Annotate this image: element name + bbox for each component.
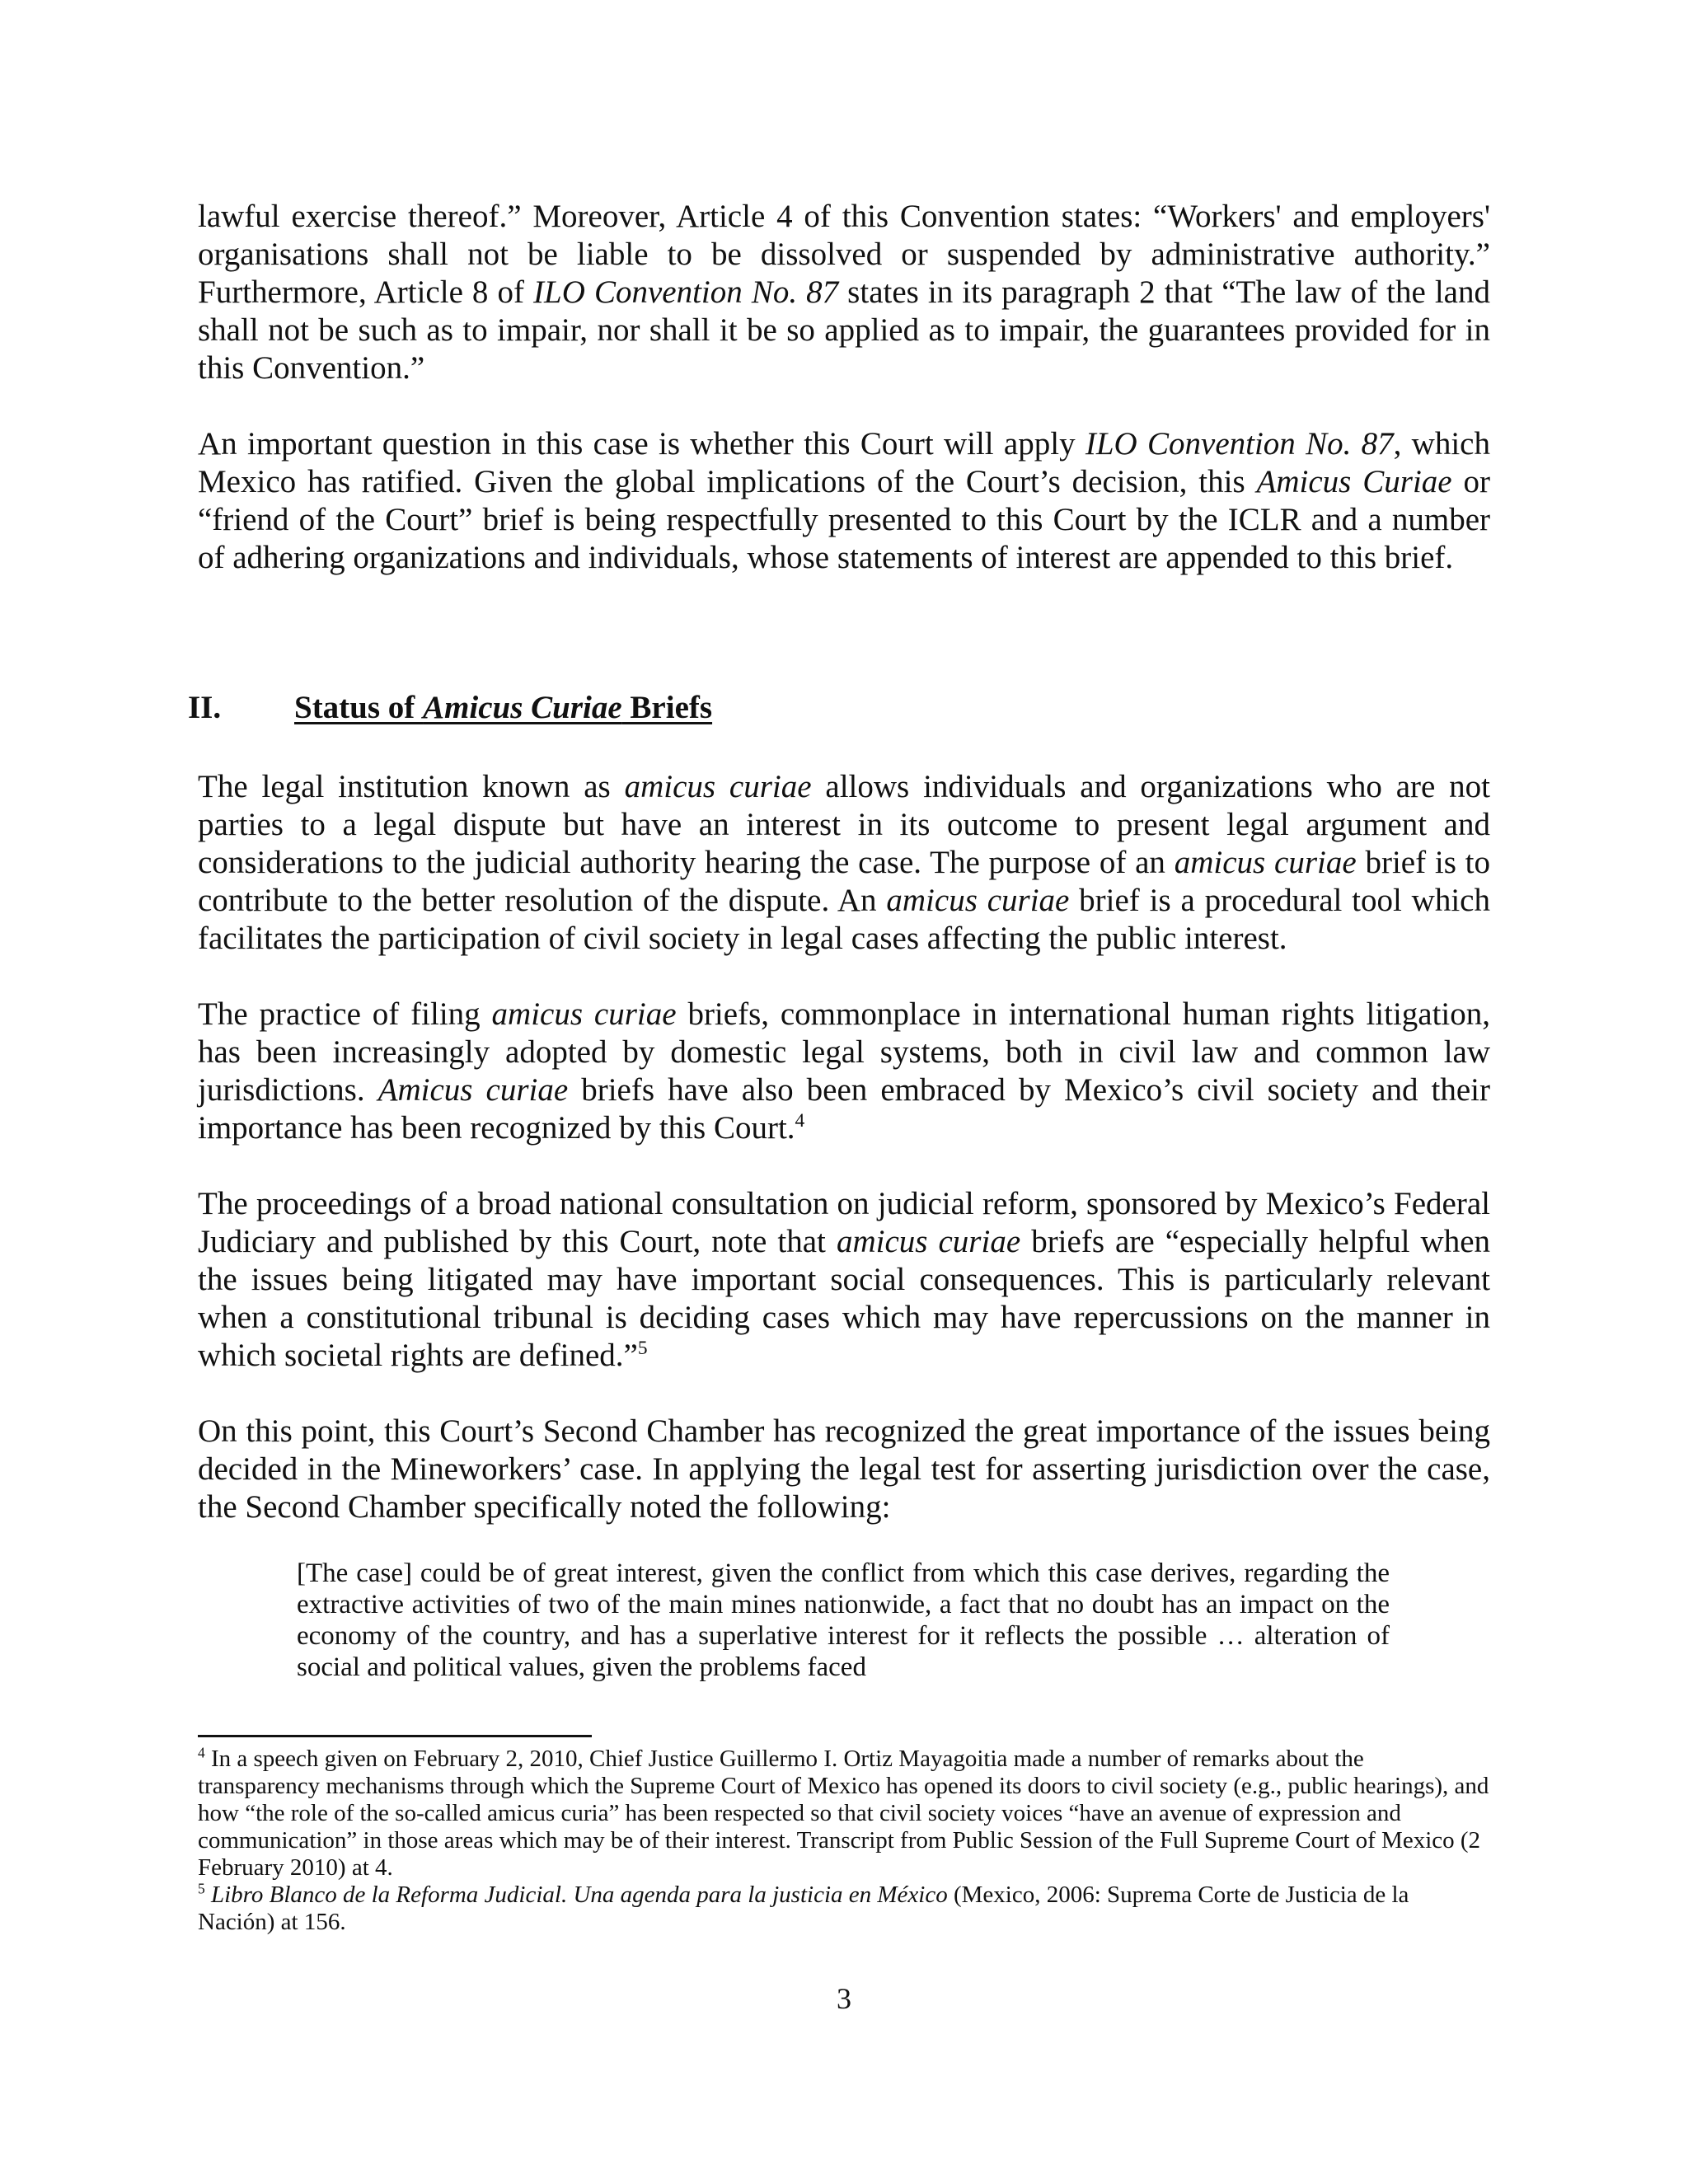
italic-run: amicus curiae xyxy=(836,1224,1021,1259)
footnote-5 xyxy=(198,1882,1490,1936)
footnotes xyxy=(198,1746,1490,1936)
section-number: II. xyxy=(188,690,222,725)
text-run: or “friend of the Court” brief is being respectfully presented to this Court by the ICLR and a number of adhering organizations and individuals, whose statements of interest are appended to this brief. xyxy=(198,464,1490,575)
footnote-text: In a speech given on February 2, 2010, Chief Justice Guillermo I. Ortiz Mayagoitia made a number of remarks about the transparency mechanisms through which the Supreme Court of Mexico has opened its doors to civil society (e.g., public hearings), and how “the role of the so-called amicus curia” has been respected so that civil society voices “have an avenue of expression and communication” in those areas which may be of their interest. Transcript from Public Session of the Full Supreme Court of Mexico (2 February 2010) at 4. xyxy=(198,1746,1489,1881)
paragraph-convention-articles xyxy=(198,198,1490,387)
footnote-italic-title: Libro Blanco de la Reforma Judicial. Una agenda para la justicia en México xyxy=(204,1882,948,1908)
text-run: briefs have also been embraced by Mexico’s civil society and their importance has been recognized by this Court. xyxy=(198,1072,1490,1146)
footnote-marker: 5 xyxy=(198,1880,205,1897)
footnote-reference-5: 5 xyxy=(637,1338,648,1359)
paragraph-national-consultation xyxy=(198,1185,1490,1375)
italic-run: amicus curiae xyxy=(491,996,677,1032)
paragraph-important-question xyxy=(198,425,1490,577)
footnote-reference-4: 4 xyxy=(795,1110,805,1132)
text-run: An important question in this case is whether this Court will apply xyxy=(198,426,1085,462)
text-run: allows individuals and organizations who are not parties to a legal dispute but have an interest in its outcome to present legal argument and considerations to the judicial authority hearing the case. The purpose of an xyxy=(198,769,1491,880)
text-run: , which Mexico has ratified. Given the global implications of the Court’s decision, this xyxy=(198,426,1490,499)
italic-run: Amicus Curiae xyxy=(1256,464,1452,499)
section-title-suffix: Briefs xyxy=(621,690,713,725)
italic-run: ILO Convention No. 87 xyxy=(533,274,839,310)
italic-run: ILO Convention No. 87 xyxy=(1085,426,1394,462)
italic-run: Amicus curiae xyxy=(377,1072,569,1108)
block-quote: [The case] could be of great interest, given the conflict from which this case derives, regarding the extractive activities of two of the main mines nationwide, a fact that no doubt has an impact on the economy of the country, and has a superlative interest for it reflects the possible … alteration of social and political values, given the problems faced xyxy=(297,1558,1390,1682)
paragraph-second-chamber xyxy=(198,1413,1490,1526)
text-run: briefs, commonplace in international human rights litigation, has been increasingly adopted by domestic legal systems, both in civil law and common law jurisdictions. xyxy=(198,996,1491,1108)
section-title-italic: Amicus Curiae xyxy=(423,690,622,725)
footnote-4 xyxy=(198,1746,1490,1882)
text-run: The proceedings of a broad national consultation on judicial reform, sponsored by Mexico’s Federal Judiciary and published by this Court, note that xyxy=(198,1186,1490,1259)
italic-run: amicus curiae xyxy=(886,883,1070,918)
footnote-text: (Mexico, 2006: Suprema Corte de Justicia de la Nación) at 156. xyxy=(198,1882,1409,1935)
text-run: On this point, this Court’s Second Chamber has recognized the great importance of the issues being decided in the Mineworkers’ case. In applying the legal test for asserting jurisdiction over the case, the Second Chamber specifically noted the following: xyxy=(198,1413,1490,1525)
italic-run: amicus curiae xyxy=(1174,845,1357,880)
page-number: 3 xyxy=(837,1982,851,2015)
section-title xyxy=(294,689,712,727)
text-run: brief is to contribute to the better resolution of the dispute. An xyxy=(198,845,1491,918)
paragraph-legal-institution xyxy=(198,768,1490,958)
footnote-marker: 4 xyxy=(198,1744,205,1761)
text-run: briefs are “especially helpful when the issues being litigated may have important social consequences. This is particularly relevant when a constitutional tribunal is deciding cases which may have repercussions on the manner in which societal rights are defined.” xyxy=(198,1224,1491,1373)
text-run: states in its paragraph 2 that “The law of the land shall not be such as to impair, nor shall it be so applied as to impair, the guarantees provided for in this Convention.” xyxy=(198,274,1490,386)
text-run: The practice of filing xyxy=(198,996,492,1032)
footnote-separator xyxy=(198,1735,592,1737)
section-title-prefix: Status of xyxy=(294,690,424,725)
text-run: lawful exercise thereof.” Moreover, Article 4 of this Convention states: “Workers' and employers' organisations shall not be liable to be dissolved or suspended by administrative authority.” Furthermore, Article 8 of xyxy=(198,199,1490,310)
italic-run: amicus curiae xyxy=(624,769,812,804)
paragraph-practice-of-filing xyxy=(198,996,1490,1147)
text-run: brief is a procedural tool which facilitates the participation of civil society in legal cases affecting the public interest. xyxy=(198,883,1490,956)
text-run: The legal institution known as xyxy=(198,769,625,804)
